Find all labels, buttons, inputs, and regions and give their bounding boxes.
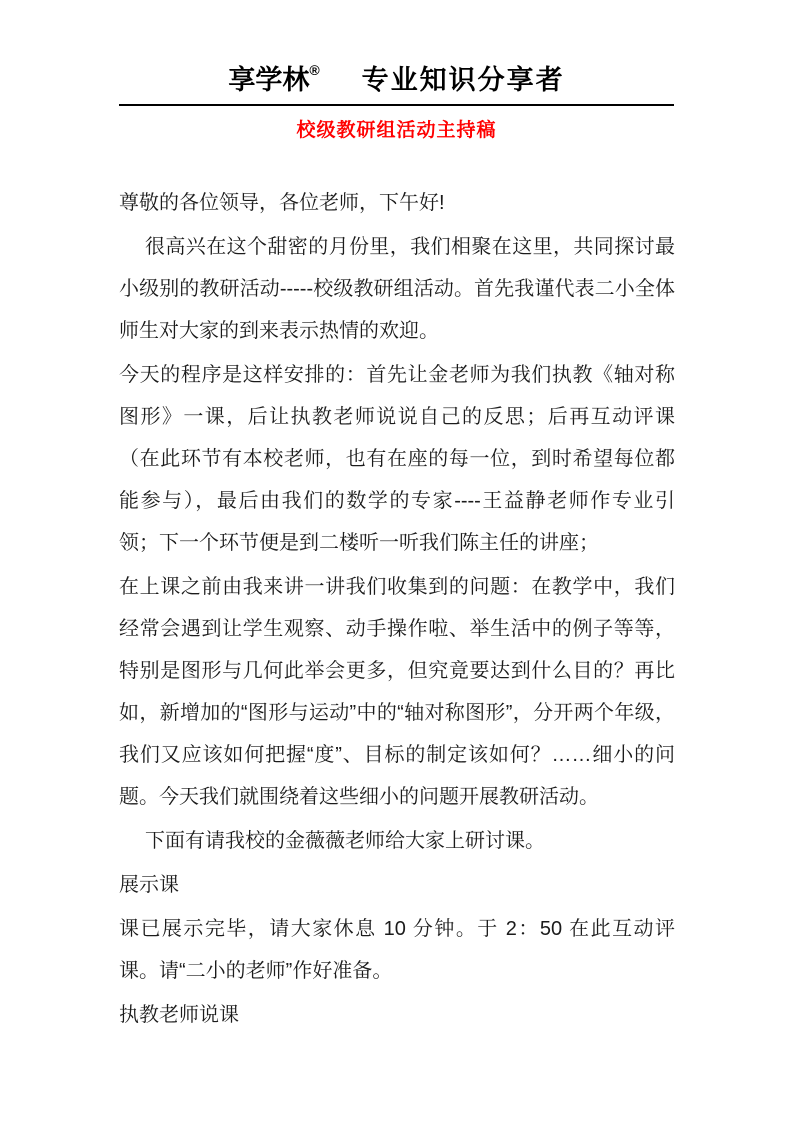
registered-trademark-icon: ® [309,62,320,78]
paragraph-welcome: 很高兴在这个甜密的月份里，我们相聚在这里，共同探讨最小级别的教研活动-----校级教研组活动。首先我谨代表二小全体师生对大家的到来表示热情的欢迎。 [119,236,675,342]
document-title: 校级教研组活动主持稿 [296,120,497,141]
brand-name: 享学林 [228,65,310,95]
document-body [119,182,675,1038]
paragraph-agenda: 今天的程序是这样安排的：首先让金老师为我们执教《轴对称图形》一课，后让执教老师说说自己的反思；后再互动评课（在此环节有本校老师，也有在座的每一位，到时希望每位都能参与），最后由我们的数学的专家----王益静老师作专业引领；下一个环节便是到二楼听一听我们陈主任的讲座； [119,364,675,554]
brand-tagline: 专业知识分享者 [361,65,565,95]
paragraph-break-announcement: 课已展示完毕，请大家休息 10 分钟。于 2：50 在此互动评课。请“二小的老师”作好准备。 [119,918,675,982]
paragraph-questions: 在上课之前由我来讲一讲我们收集到的问题：在教学中，我们经常会遇到让学生观察、动手操作啦、举生活中的例子等等，特别是图形与几何此举会更多，但究竟要达到什么目的？再比如，新增加的“图形与运动”中的“轴对称图形”，分开两个年级，我们又应该如何把握“度”、目标的制定该如何？……细小的问题。今天我们就围绕着这些细小的问题开展教研活动。 [119,576,675,808]
paragraph-demo-lesson-heading: 展示课 [119,874,179,896]
paragraph-greeting: 尊敬的各位领导，各位老师，下午好! [119,192,445,214]
paragraph-teacher-talk-heading: 执教老师说课 [119,1004,239,1026]
brand-line [119,0,674,106]
page-header [119,0,674,106]
paragraph-invite-teacher: 下面有请我校的金薇薇老师给大家上研讨课。 [145,830,545,852]
